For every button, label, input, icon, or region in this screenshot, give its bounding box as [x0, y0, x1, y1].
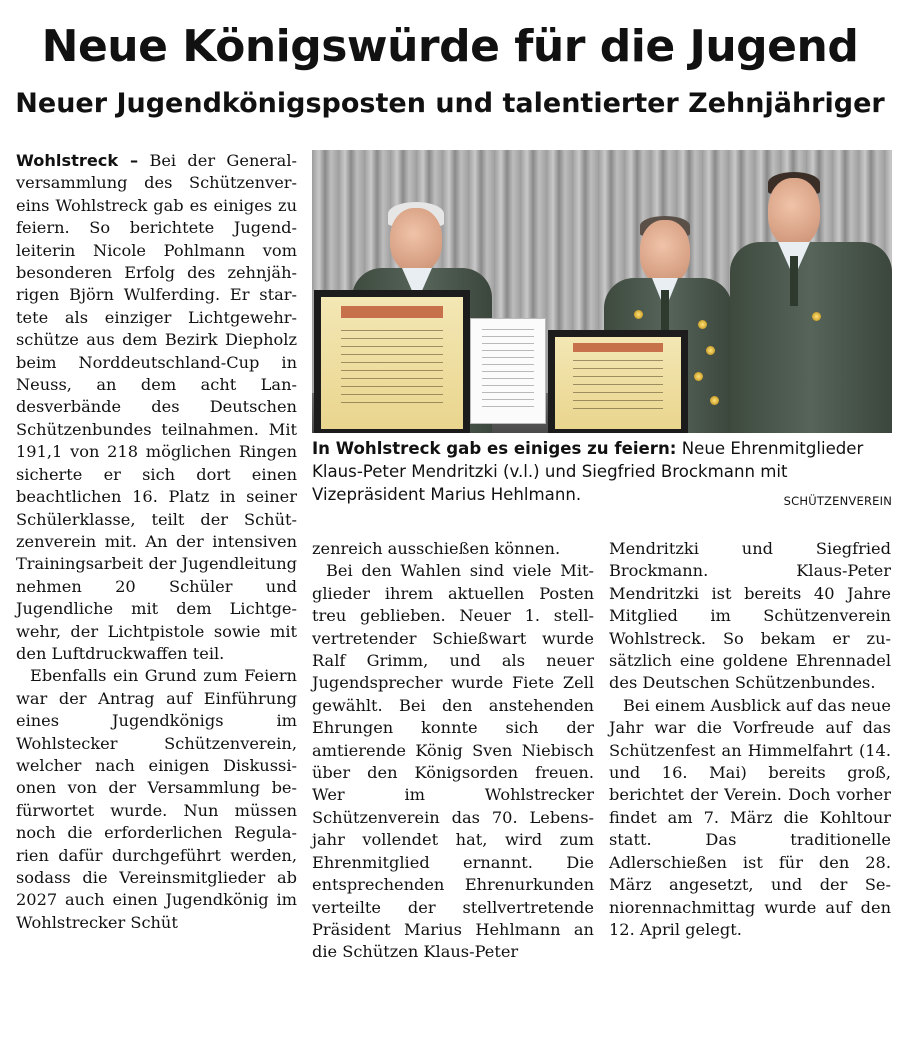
certificate-paper: [321, 297, 463, 429]
article-paragraph: Ebenfalls ein Grund zum Feiern war der Antrag auf Einführung eines Jugendkönigs im Wohlstecker Schützenverein, welcher nach einigen Diskussionen von der Versammlung befürwortet wurde. Nun müssen noch die erforderlichen Regularien dafür durchgeführt werden, sodass die Vereinsmitglieder ab 2027 auch einen Jugendkönig im Wohlstrecker Schüt: [16, 666, 297, 932]
certificate-paper: [555, 337, 681, 429]
certificate-document: [470, 318, 546, 424]
article-paragraph: Bei einem Ausblick auf das neue Jahr war die Vorfreude auf das Schützenfest an Himmelfahrt (14. und 16. Mai) bereits groß, berichtet der Verein. Doch vorher findet am 7. März die Kohltour statt. Das traditionelle Adlerschießen ist für den 28. März angesetzt, und der Seniorennachmittag wurde auf den 12. April gelegt.: [609, 695, 891, 939]
article-paragraph: Bei den Wahlen sind viele Mitglieder ihrem aktuellen Posten treu geblieben. Neuer 1. stellvertretender Schießwart wurde Ralf Grimm, und als neuer Jugendsprecher wurde Fiete Zell gewählt. Bei den anstehenden Ehrungen konnte sich der amtierende König Sven Niebisch über den Königsorden freuen. Wer im Wohlstrecker Schützenverein das 70. Lebensjahr vollendet hat, wird zum Ehrenmitglied ernannt. Die entsprechenden Ehrenurkunden verteilte der stellvertretende Präsident Marius Hehlmann an die Schützen Klaus-Peter: [312, 561, 594, 962]
paragraph-text: Bei der Generalversammlung des Schützenvereins Wohlstreck gab es einiges zu feiern. So berichtete Jugendleiterin Nicole Pohlmann vom besonderen Erfolg des zehnjährigen Björn Wulferding. Er startete als einziger Lichtgewehrschütze aus dem Bezirk Diepholz beim Norddeutschland-Cup in Neuss, an dem acht Landesverbände des Deutschen Schützenbundes teilnahmen. Mit 191,1 von 218 möglichen Ringen sicherte er sich dort einen beachtlichen 16. Platz in seiner Schülerklasse, teilt der Schützenverein mit. An der intensiven Trainingsarbeit der Jugendleitung nehmen 20 Schüler und Jugendliche mit dem Lichtgewehr, der Lichtpistole sowie mit den Luftdruckwaffen teil.: [16, 151, 297, 663]
article-paragraph: zenreich ausschießen können.: [312, 539, 561, 558]
photo-credit: SCHÜTZENVEREIN: [783, 494, 892, 508]
dateline: Wohlstreck –: [16, 151, 139, 170]
article-column-2: [312, 538, 594, 964]
subheadline: Neuer Jugendkönigsposten und talentierter Zehnjähriger: [15, 88, 885, 119]
uniform: [730, 242, 892, 433]
article-column-1: [16, 150, 297, 934]
article-paragraph: [16, 150, 297, 665]
article-column-3: [609, 538, 891, 941]
tie: [790, 256, 798, 306]
caption-text: Neue Ehrenmitglieder Klaus-Peter Mendritzki (v.l.) und Siegfried Brockmann mit Vizepräsident Marius Hehlmann.: [312, 439, 864, 504]
medal-icon: [812, 312, 821, 321]
certificate-frame-right: [548, 330, 688, 433]
headline: Neue Königswürde für die Jugend: [41, 21, 859, 72]
article-photo: [312, 150, 892, 433]
article-paragraph: Mendritzki und Siegfried Brockmann. Klaus-Peter Mendritzki ist bereits 40 Jahre Mitglied im Schützenverein Wohlstreck. So bekam er zusätzlich eine goldene Ehrennadel des Deutschen Schützenbundes.: [609, 539, 891, 693]
caption-lead: In Wohlstreck gab es einiges zu feiern:: [312, 439, 677, 458]
certificate-frame-left: [314, 290, 470, 433]
face: [768, 178, 820, 246]
